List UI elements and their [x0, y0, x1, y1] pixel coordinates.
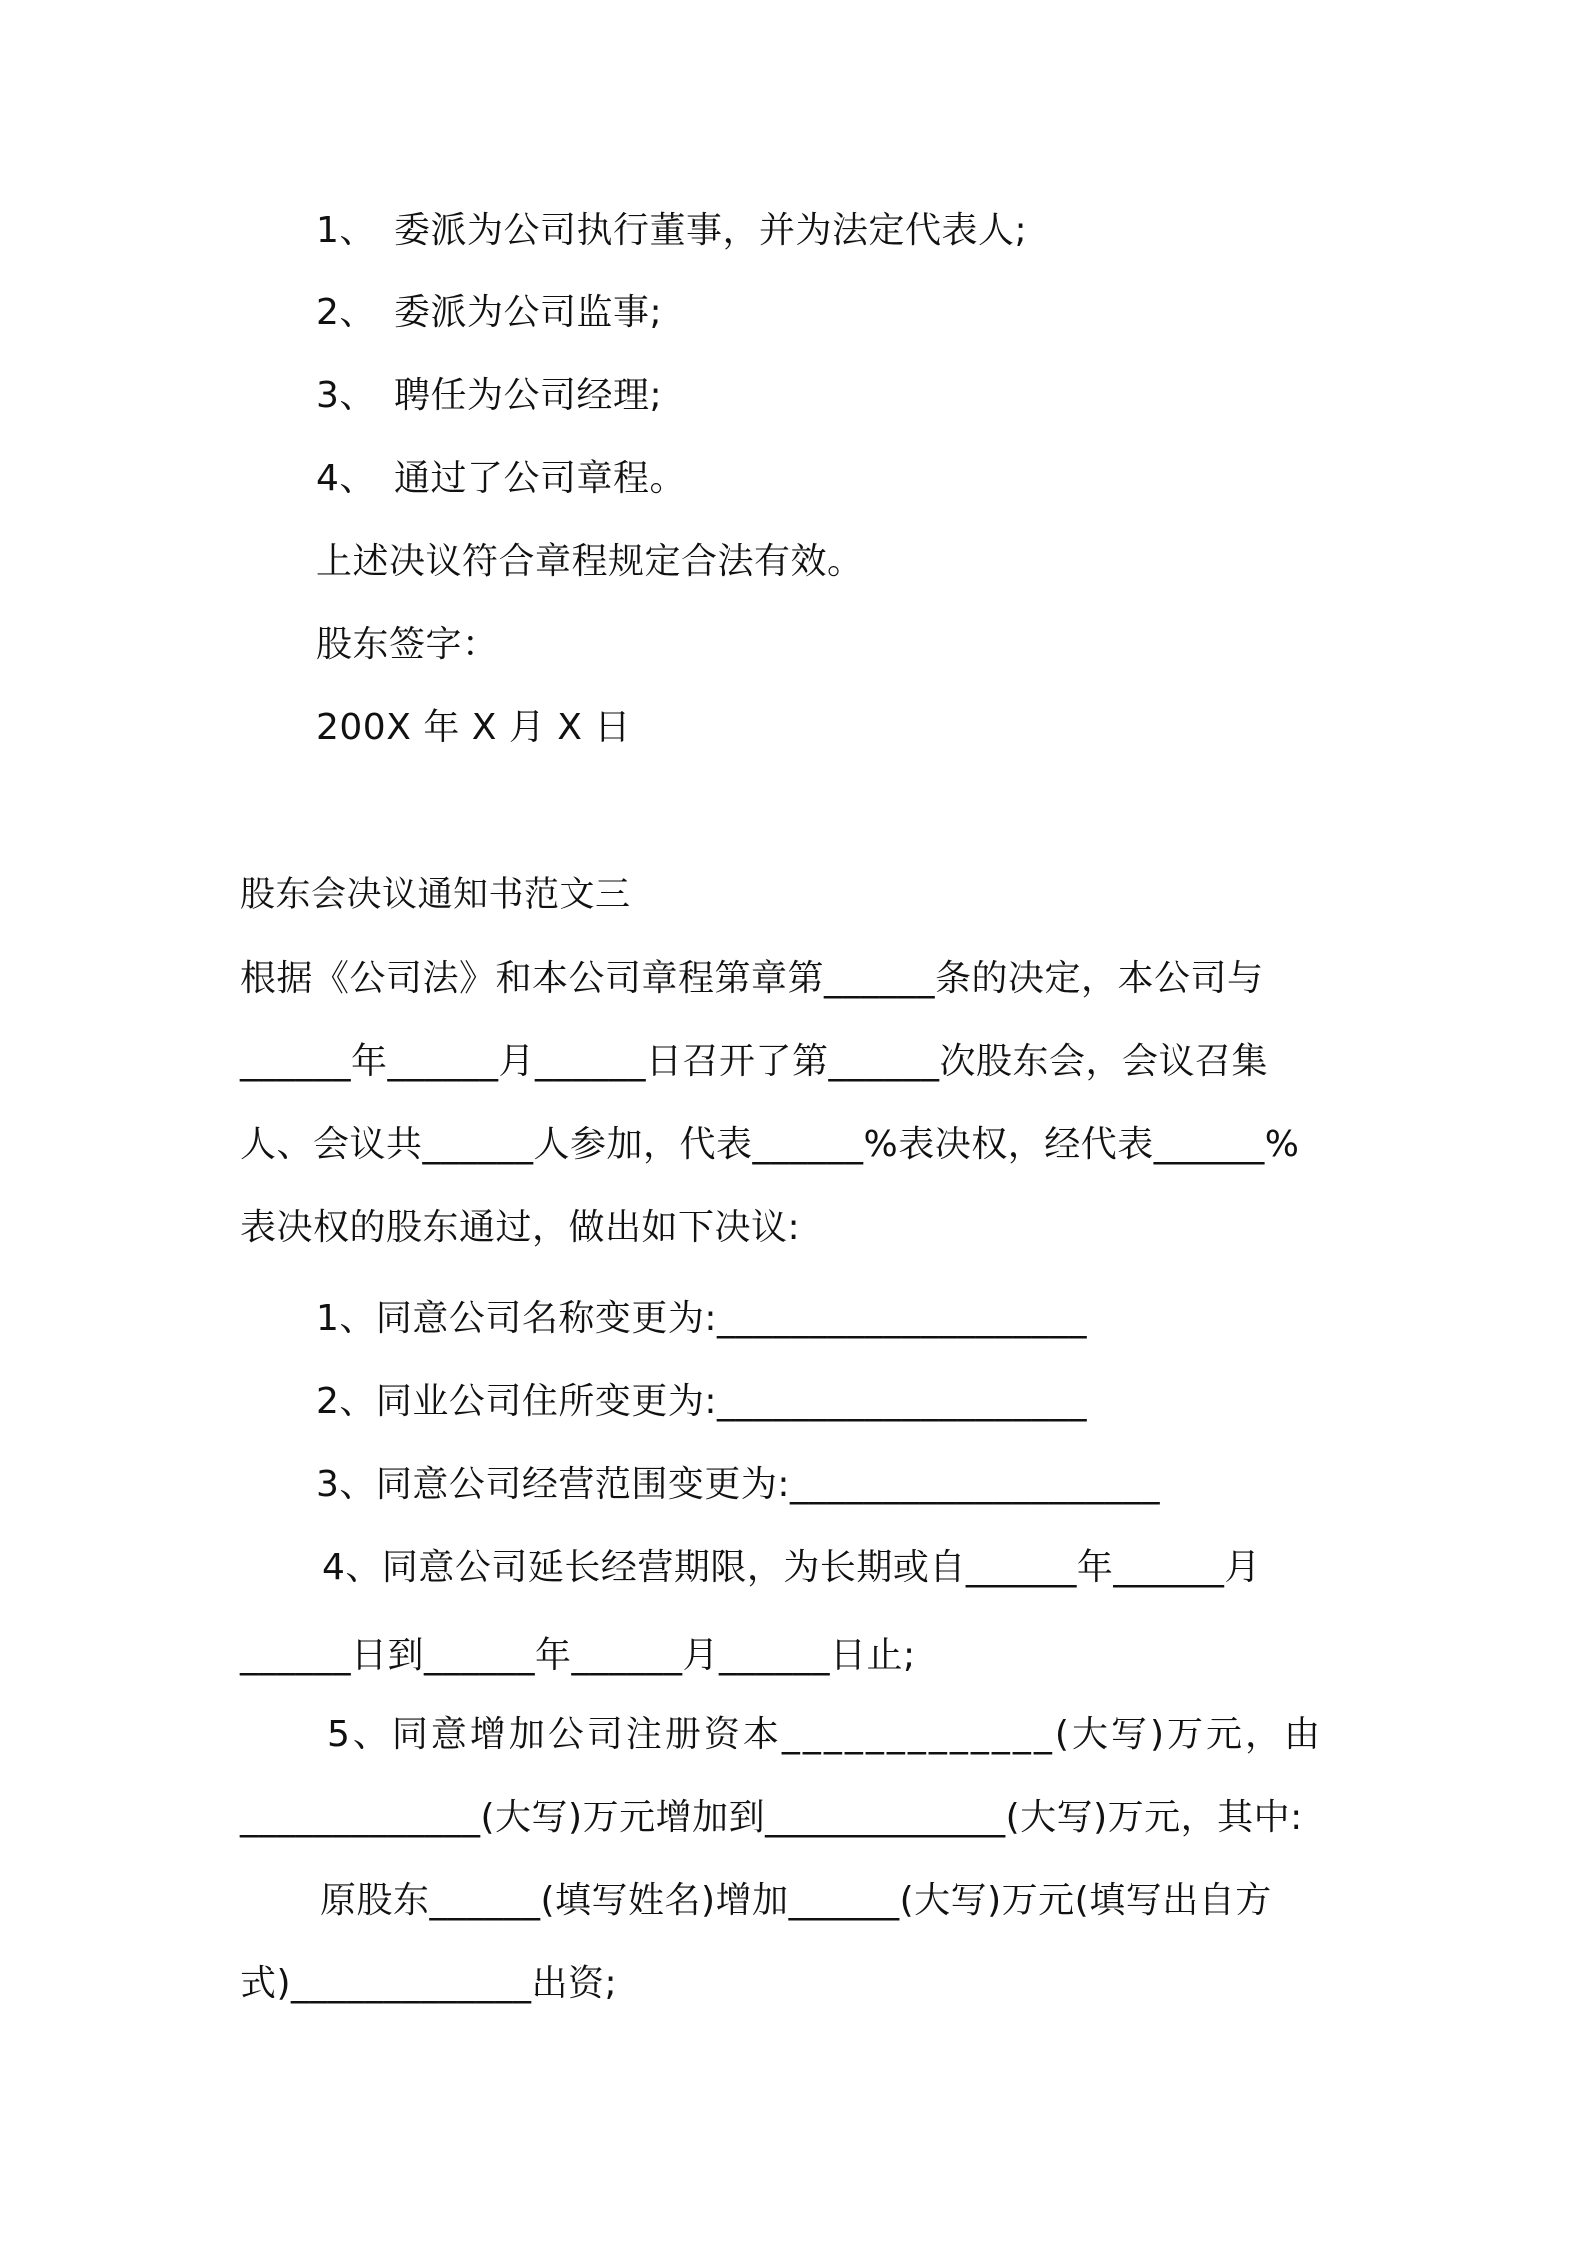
item-number: 4、	[316, 458, 376, 499]
original-shareholder-cont: 式)_____________出资;	[240, 1963, 618, 2004]
item-text: 聘任为公司经理;	[394, 375, 663, 416]
signature-label: 股东签字：	[316, 624, 499, 665]
valid-statement: 上述决议符合章程规定合法有效。	[316, 541, 864, 582]
item-text: 委派为公司执行董事，并为法定代表人;	[394, 210, 1028, 251]
change-item-4: 4、同意公司延长经营期限，为长期或自______年______月	[322, 1547, 1261, 1588]
item-number: 2、	[316, 292, 376, 333]
item-number: 1、	[316, 210, 376, 251]
change-item-3: 3、同意公司经营范围变更为:____________________	[316, 1464, 1161, 1505]
item-text: 通过了公司章程。	[394, 458, 687, 499]
resolution-item-2	[316, 289, 662, 337]
change-item-4-cont: ______日到______年______月______日止;	[240, 1635, 916, 1676]
item-number: 3、	[316, 375, 376, 416]
resolution-date: 200X 年 X 月 X 日	[316, 707, 631, 748]
change-item-5-cont: _____________(大写)万元增加到_____________(大写)万元，其中:	[240, 1797, 1303, 1838]
change-item-5: 5、同意增加公司注册资本_____________(大写)万元，由	[327, 1714, 1323, 1755]
change-item-1: 1、同意公司名称变更为:____________________	[316, 1298, 1088, 1339]
section-title: 股东会决议通知书范文三	[240, 875, 631, 915]
original-shareholder-line: 原股东______(填写姓名)增加______(大写)万元(填写出自方	[320, 1880, 1272, 1921]
intro-line-2: ______年______月______日召开了第______次股东会，会议召集	[240, 1041, 1269, 1082]
intro-line-4: 表决权的股东通过，做出如下决议:	[240, 1207, 801, 1248]
resolution-item-4	[316, 455, 686, 503]
intro-line-3: 人、会议共______人参加，代表______%表决权，经代表______%	[240, 1124, 1300, 1165]
resolution-item-1	[316, 207, 1027, 255]
intro-line-1: 根据《公司法》和本公司章程第章第______条的决定，本公司与	[240, 958, 1264, 999]
item-text: 委派为公司监事;	[394, 292, 663, 333]
change-item-2: 2、同业公司住所变更为:____________________	[316, 1381, 1088, 1422]
resolution-item-3	[316, 372, 662, 420]
